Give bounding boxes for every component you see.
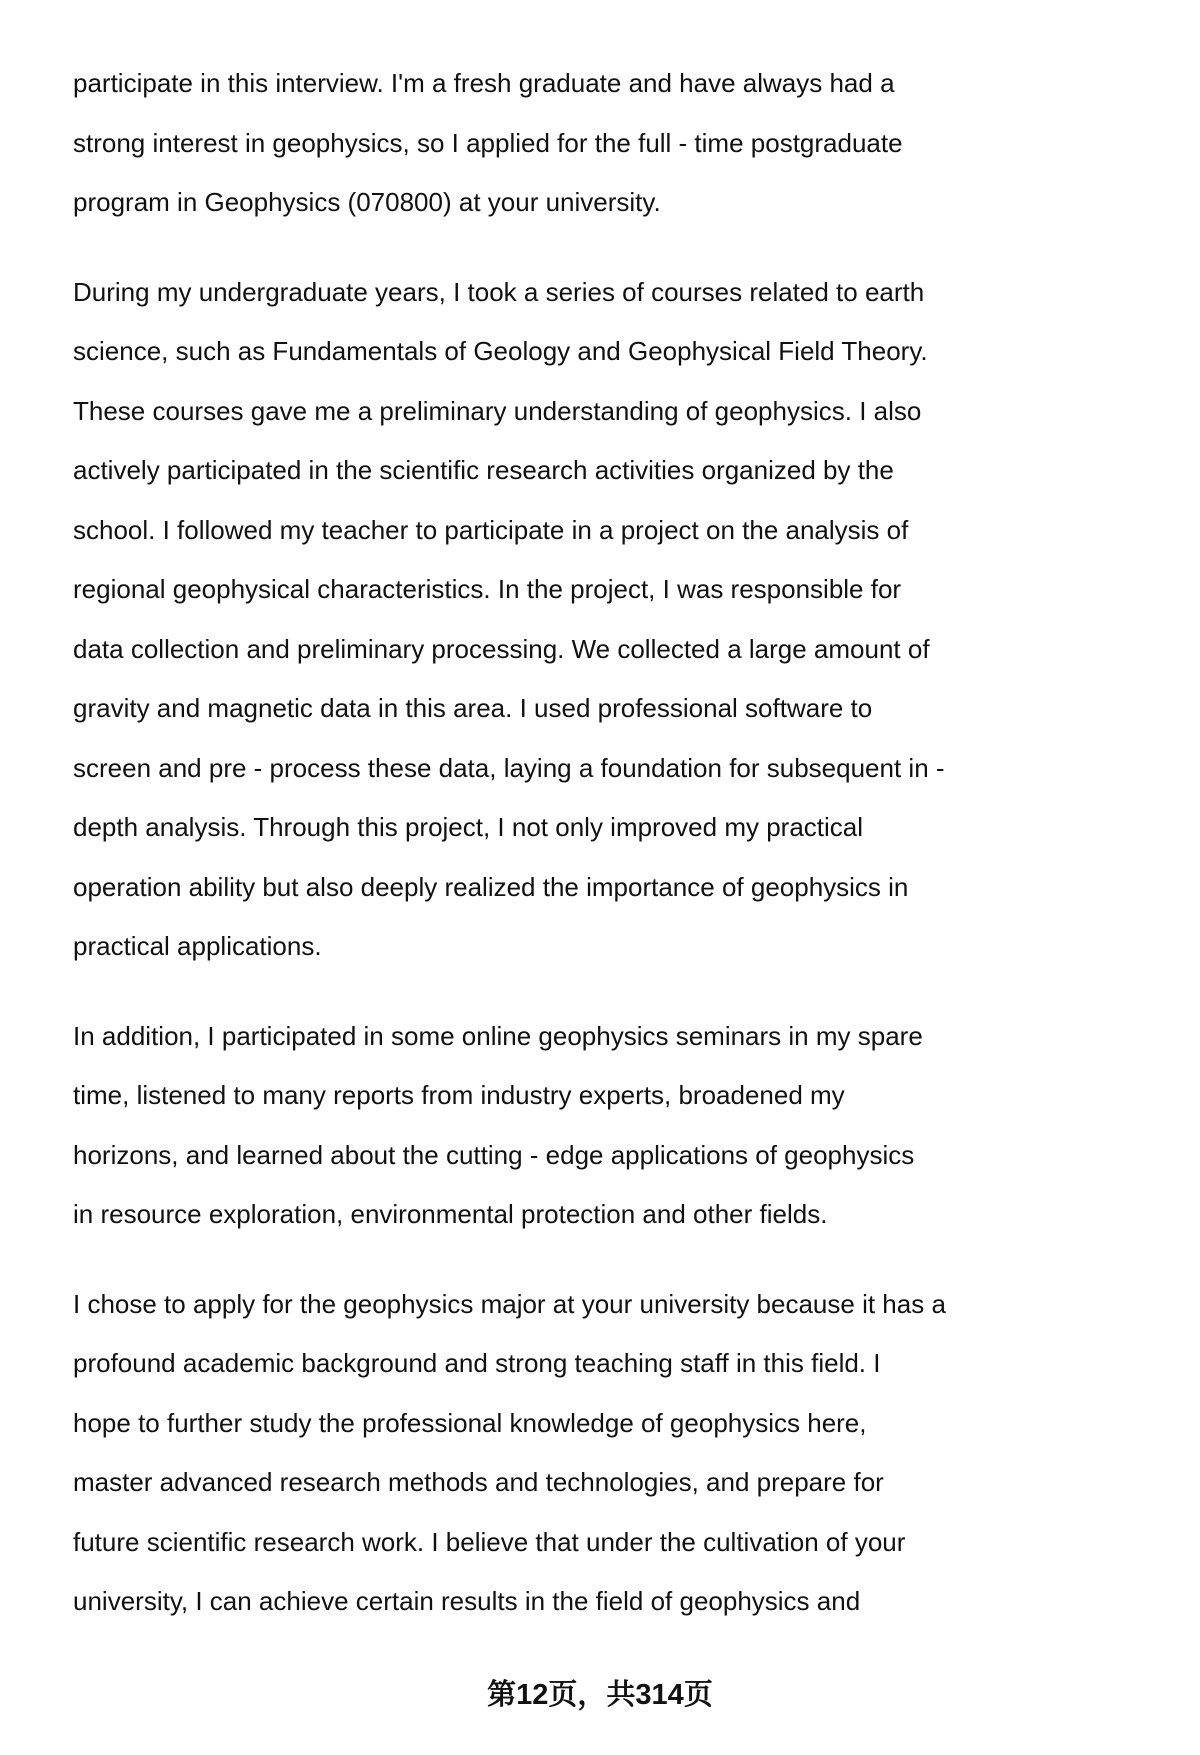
text-line: regional geophysical characteristics. In the project, I was responsible for xyxy=(73,574,902,604)
paragraph xyxy=(73,1275,1183,1632)
text-line: participate in this interview. I'm a fresh graduate and have always had a xyxy=(73,68,895,98)
text-line: in resource exploration, environmental protection and other fields. xyxy=(73,1199,828,1229)
paragraph xyxy=(73,263,1183,977)
text-line: During my undergraduate years, I took a series of courses related to earth xyxy=(73,276,925,307)
text-line: I chose to apply for the geophysics major at your university because it has a xyxy=(73,1288,946,1319)
document-body xyxy=(73,54,1183,1662)
text-line: These courses gave me a preliminary understanding of geophysics. I also xyxy=(73,395,922,426)
text-line: hope to further study the professional knowledge of geophysics here, xyxy=(73,1407,867,1438)
text-line: operation ability but also deeply realized the importance of geophysics in xyxy=(73,871,909,902)
text-line: master advanced research methods and technologies, and prepare for xyxy=(73,1467,884,1497)
text-line: screen and pre - process these data, laying a foundation for subsequent in - xyxy=(73,752,945,783)
text-line: practical applications. xyxy=(73,931,322,961)
text-line: actively participated in the scientific research activities organized by the xyxy=(73,455,894,485)
paragraph xyxy=(73,1007,1183,1245)
page-number: 第12页，共314页 xyxy=(487,1679,713,1711)
text-line: school. I followed my teacher to participate in a project on the analysis of xyxy=(73,514,909,545)
text-line: strong interest in geophysics, so I applied for the full - time postgraduate xyxy=(73,127,903,158)
text-line: data collection and preliminary processing. We collected a large amount of xyxy=(73,633,930,664)
text-line: gravity and magnetic data in this area. I used professional software to xyxy=(73,693,873,723)
text-line: time, listened to many reports from industry experts, broadened my xyxy=(73,1080,845,1110)
text-line: depth analysis. Through this project, I not only improved my practical xyxy=(73,812,864,842)
text-line: horizons, and learned about the cutting - edge applications of geophysics xyxy=(73,1139,915,1170)
paragraph xyxy=(73,54,1183,233)
text-line: In addition, I participated in some online geophysics seminars in my spare xyxy=(73,1020,923,1051)
text-line: program in Geophysics (070800) at your university. xyxy=(73,187,661,217)
text-line: university, I can achieve certain results in the field of geophysics and xyxy=(73,1586,861,1616)
text-line: future scientific research work. I believe that under the cultivation of your xyxy=(73,1526,906,1557)
text-line: profound academic background and strong teaching staff in this field. I xyxy=(73,1348,881,1378)
text-line: science, such as Fundamentals of Geology and Geophysical Field Theory. xyxy=(73,336,928,366)
